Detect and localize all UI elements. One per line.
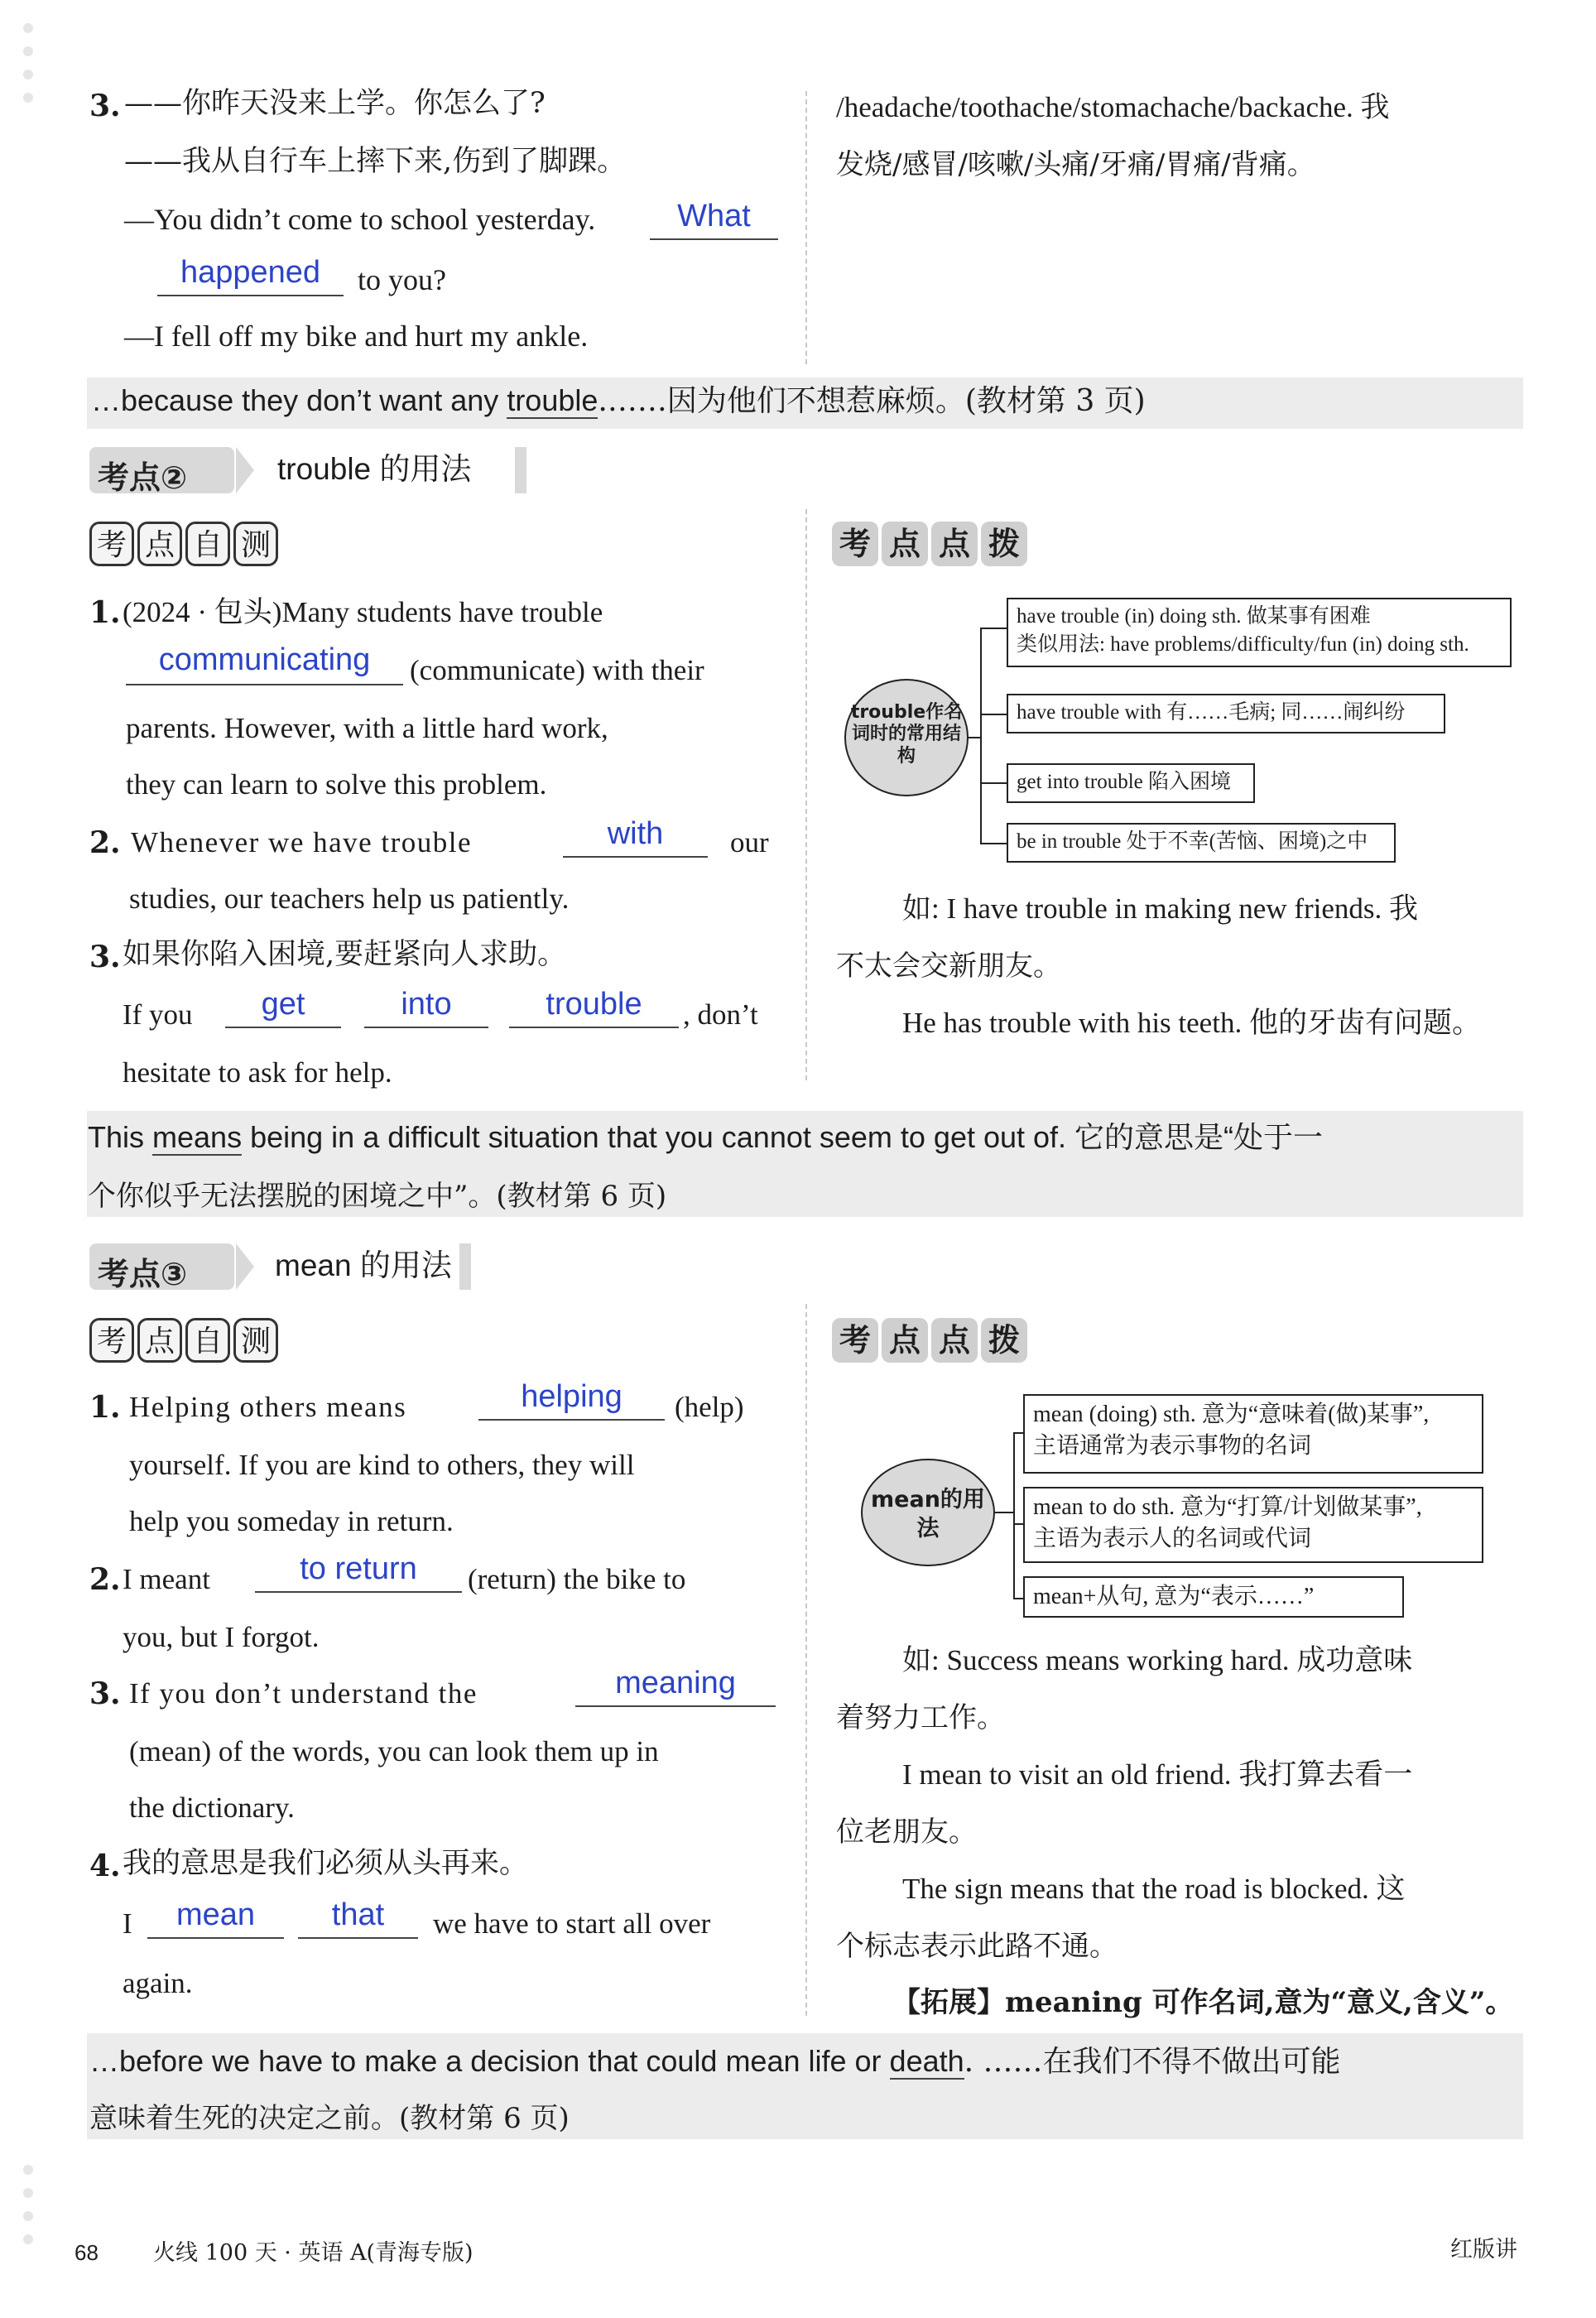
diagram-connector bbox=[980, 782, 1007, 784]
self-test-heading bbox=[89, 522, 281, 566]
heading-char: 点 bbox=[882, 522, 928, 566]
heading-char: 测 bbox=[233, 1318, 278, 1363]
diagram-connector bbox=[1013, 1432, 1015, 1598]
question-text: the dictionary. bbox=[129, 1791, 295, 1824]
question-text: to you? bbox=[358, 263, 446, 296]
question-text: studies, our teachers help us patiently. bbox=[129, 882, 570, 915]
section-title-end bbox=[459, 1243, 471, 1290]
textbook-quote: This means being in a difficult situation that you cannot seem to get out of. 它的意思是“处于一 bbox=[88, 1120, 1324, 1154]
heading-char: 点 bbox=[137, 1318, 182, 1363]
question-text: If you bbox=[123, 998, 193, 1031]
heading-char: 点 bbox=[931, 522, 978, 566]
question-text: parents. However, with a little hard work, bbox=[126, 712, 608, 744]
diagram-box: get into trouble 陷入困境 bbox=[1007, 763, 1255, 803]
heading-char: 考 bbox=[89, 1318, 134, 1363]
question-text: —You didn’t come to school yesterday. bbox=[124, 203, 596, 236]
diagram-box: mean to do sth. 意为“打算/计划做某事”, 主语为表示人的名词或代词 bbox=[1023, 1487, 1483, 1563]
answer-blank[interactable]: helping bbox=[478, 1379, 665, 1421]
question-number: 3. bbox=[89, 89, 121, 123]
answer-blank[interactable]: happened bbox=[157, 255, 344, 296]
textbook-quote: …before we have to make a decision that could mean life or death. ……在我们不得不做出可能 bbox=[89, 2044, 1341, 2079]
diagram-center-node: trouble作名词时的常用结构 bbox=[844, 679, 969, 796]
question-text: we have to start all over bbox=[433, 1907, 711, 1940]
question-text: If you don’t understand the bbox=[129, 1677, 478, 1710]
tips-heading bbox=[832, 1318, 1031, 1363]
answer-blank[interactable]: communicating bbox=[126, 642, 403, 685]
heading-char: 考 bbox=[832, 522, 878, 566]
textbook-quote: 个你似乎无法摆脱的困境之中”。(教材第 6 页) bbox=[88, 1180, 667, 1213]
self-test-heading bbox=[89, 1318, 281, 1363]
column-divider bbox=[805, 91, 807, 364]
question-text: —I fell off my bike and hurt my ankle. bbox=[124, 320, 589, 353]
example-text: He has trouble with his teeth. 他的牙齿有问题。 bbox=[902, 1007, 1481, 1039]
diagram-connector bbox=[980, 628, 1007, 629]
heading-char: 自 bbox=[185, 522, 230, 566]
question-text: yourself. If you are kind to others, they will bbox=[129, 1449, 635, 1481]
diagram-connector bbox=[980, 628, 982, 843]
extension-note: 【拓展】meaning 可作名词,意为“意义,含义”。 bbox=[892, 1986, 1514, 2019]
question-text: Helping others means bbox=[129, 1391, 407, 1423]
answer-blank[interactable]: What bbox=[650, 199, 778, 240]
answer-blank[interactable]: trouble bbox=[509, 987, 679, 1028]
example-text: 着努力工作。 bbox=[836, 1701, 1005, 1734]
answer-blank[interactable]: get bbox=[225, 987, 341, 1028]
question-text: I bbox=[123, 1907, 132, 1940]
question-text: (help) bbox=[675, 1391, 744, 1423]
question-number: 1. bbox=[89, 595, 121, 630]
example-text: 位老朋友。 bbox=[836, 1815, 977, 1849]
question-text: Whenever we have trouble bbox=[131, 826, 473, 858]
example-text: The sign means that the road is blocked. 这 bbox=[902, 1873, 1406, 1905]
answer-blank[interactable]: meaning bbox=[575, 1666, 776, 1707]
footer-tag: 红版讲 bbox=[1450, 2237, 1517, 2263]
corner-dots-top bbox=[23, 23, 35, 116]
answer-blank[interactable]: to return bbox=[255, 1551, 462, 1593]
keyword: death bbox=[889, 2044, 964, 2078]
section-title: mean 的用法 bbox=[275, 1248, 452, 1282]
diagram-box: have trouble with 有……毛病; 同……闹纠纷 bbox=[1007, 694, 1445, 733]
question-text: I meant bbox=[123, 1563, 210, 1595]
answer-blank[interactable]: with bbox=[563, 816, 708, 858]
corner-dots-bottom bbox=[23, 2165, 35, 2258]
diagram-box: be in trouble 处于不幸(苦恼、困境)之中 bbox=[1007, 823, 1396, 863]
textbook-quote: 意味着生死的决定之前。(教材第 6 页) bbox=[89, 2102, 570, 2135]
question-number: 3. bbox=[89, 940, 121, 974]
question-text: (return) the bike to bbox=[468, 1563, 686, 1595]
diagram-center-node: mean的用法 bbox=[861, 1459, 995, 1566]
example-text: I mean to visit an old friend. 我打算去看一 bbox=[902, 1758, 1413, 1791]
heading-char: 点 bbox=[882, 1318, 928, 1363]
section-label-arrow bbox=[236, 1243, 254, 1290]
tips-heading bbox=[832, 522, 1031, 566]
book-title: 火线 100 天 · 英语 A(青海专版) bbox=[153, 2240, 474, 2266]
textbook-quote: …because they don’t want any trouble.……因为他们不想惹麻烦。(教材第 3 页) bbox=[91, 383, 1146, 418]
question-text: they can learn to solve this problem. bbox=[126, 768, 547, 801]
question-text: 如果你陷入困境,要赶紧向人求助。 bbox=[123, 938, 567, 971]
diagram-connector bbox=[980, 843, 1007, 844]
question-number: 2. bbox=[89, 825, 121, 860]
question-text: our bbox=[730, 826, 769, 858]
heading-char: 考 bbox=[89, 522, 134, 566]
column-divider bbox=[805, 1304, 807, 2016]
question-text: you, but I forgot. bbox=[123, 1621, 320, 1653]
question-text: ——你昨天没来上学。你怎么了? bbox=[124, 87, 546, 120]
page-number: 68 bbox=[75, 2240, 99, 2265]
diagram-connector bbox=[995, 1512, 1013, 1513]
heading-char: 点 bbox=[931, 1318, 978, 1363]
question-number: 2. bbox=[89, 1562, 121, 1597]
diagram-box: have trouble (in) doing sth. 做某事有困难 类似用法: have problems/difficulty/fun (in) doing sth. bbox=[1007, 598, 1512, 667]
answer-blank[interactable]: that bbox=[298, 1897, 418, 1939]
column-divider bbox=[805, 509, 807, 1080]
question-text: ——我从自行车上摔下来,伤到了脚踝。 bbox=[124, 145, 627, 178]
question-text: help you someday in return. bbox=[129, 1505, 454, 1537]
section-title-end bbox=[515, 447, 526, 493]
diagram-box: mean+从句, 意为“表示……” bbox=[1023, 1576, 1404, 1618]
example-text: 如: I have trouble in making new friends. 我 bbox=[902, 892, 1419, 925]
heading-char: 拨 bbox=[981, 522, 1027, 566]
question-text: 我的意思是我们必须从头再来。 bbox=[123, 1847, 529, 1880]
heading-char: 自 bbox=[185, 1318, 230, 1363]
heading-char: 拨 bbox=[981, 1318, 1027, 1363]
section-label: 考点② bbox=[98, 459, 188, 496]
question-text: again. bbox=[123, 1967, 193, 1999]
note-text: /headache/toothache/stomachache/backache. 我 bbox=[836, 91, 1390, 123]
example-text: 如: Success means working hard. 成功意味 bbox=[902, 1644, 1413, 1676]
question-number: 4. bbox=[89, 1849, 121, 1883]
example-text: 个标志表示此路不通。 bbox=[836, 1930, 1118, 1963]
diagram-connector bbox=[1013, 1432, 1023, 1434]
question-number: 3. bbox=[89, 1676, 121, 1711]
question-text: , don’t bbox=[683, 998, 758, 1031]
answer-blank[interactable]: mean bbox=[147, 1897, 284, 1939]
diagram-connector bbox=[980, 714, 1007, 715]
answer-blank[interactable]: into bbox=[364, 987, 488, 1028]
keyword: trouble bbox=[507, 383, 598, 417]
heading-char: 考 bbox=[832, 1318, 878, 1363]
diagram-connector bbox=[1013, 1598, 1023, 1599]
section-label: 考点③ bbox=[98, 1256, 188, 1292]
heading-char: 点 bbox=[137, 522, 182, 566]
note-text: 发烧/感冒/咳嗽/头痛/牙痛/胃痛/背痛。 bbox=[836, 148, 1315, 181]
diagram-box: mean (doing) sth. 意为“意味着(做)某事”, 主语通常为表示事物的名词 bbox=[1023, 1394, 1483, 1474]
diagram-connector bbox=[969, 737, 980, 738]
question-text: (mean) of the words, you can look them up in bbox=[129, 1735, 659, 1767]
question-text: (2024 · 包头)Many students have trouble bbox=[123, 596, 603, 628]
keyword: means bbox=[152, 1120, 243, 1154]
diagram-connector bbox=[1013, 1523, 1023, 1525]
section-title: trouble 的用法 bbox=[277, 452, 472, 486]
heading-char: 测 bbox=[233, 522, 278, 566]
question-text: (communicate) with their bbox=[410, 654, 704, 686]
section-label-arrow bbox=[236, 447, 254, 493]
example-text: 不太会交新朋友。 bbox=[836, 950, 1061, 983]
question-number: 1. bbox=[89, 1390, 121, 1425]
question-text: hesitate to ask for help. bbox=[123, 1056, 392, 1089]
